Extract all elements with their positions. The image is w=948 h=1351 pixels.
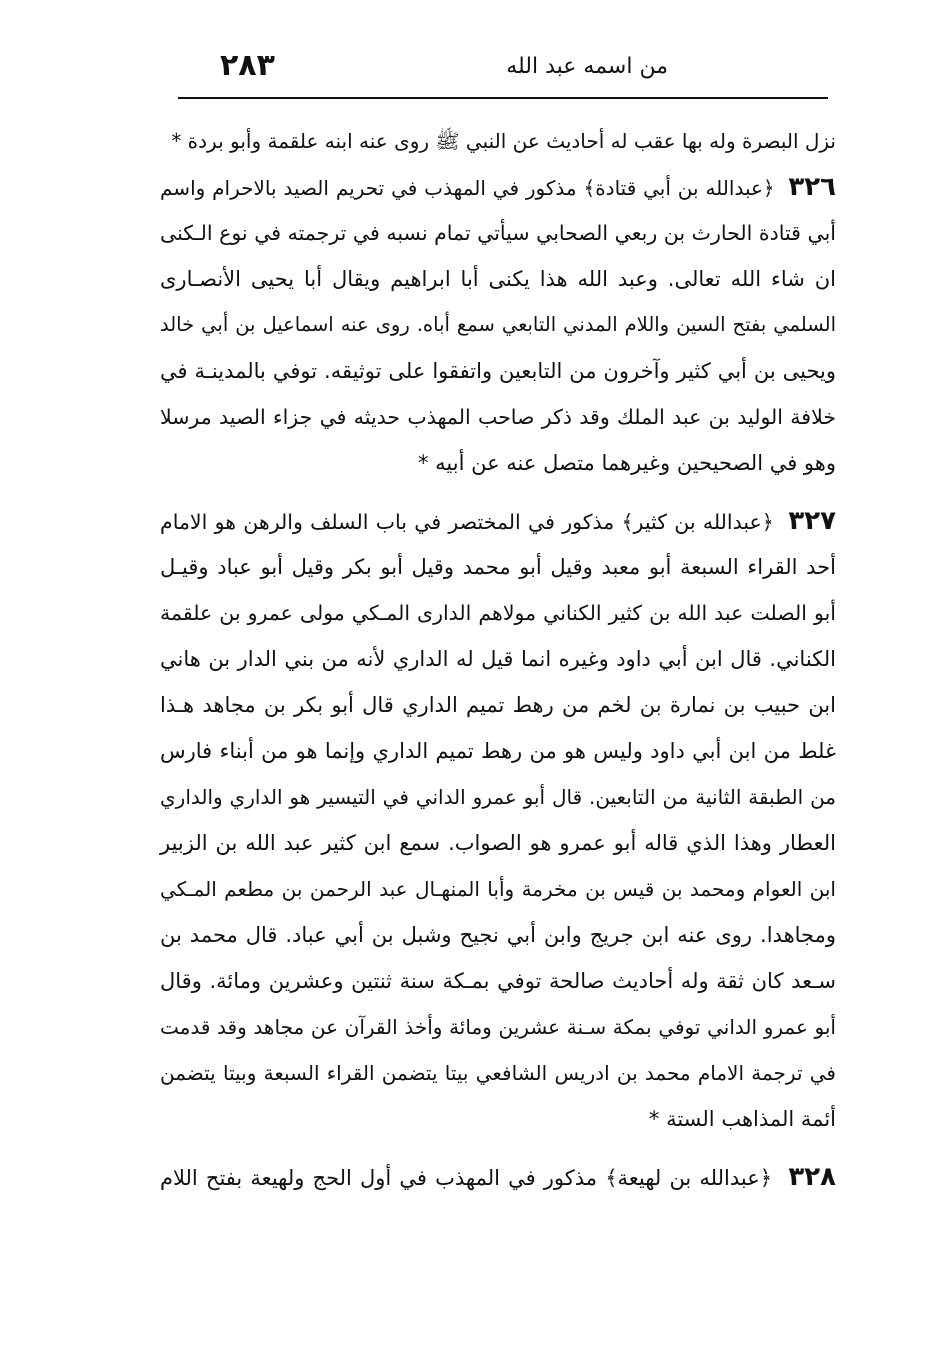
text-line: وهو في الصحيحين وغيرهما متصل عنه عن أبيه * <box>417 451 836 475</box>
text-line: السلمي بفتح السين واللام المدني التابعي سمع أباه. روى عنه اسماعيل بن أبي خالد <box>160 313 836 336</box>
text-line: ان شاء الله تعالى. وعبد الله هذا يكنى أبا ابراهيم ويقال أبا يحيى الأنصـارى <box>160 267 836 291</box>
entry-number: ٣٢٧ <box>788 506 836 536</box>
text-line: غلط من ابن أبي داود وليس هو من رهط تميم الداري وإنما هو من أبناء فارس <box>160 739 836 763</box>
text-line: العطار وهذا الذي قاله أبو عمرو هو الصواب. سمع ابن كثير عبد الله بن الزبير <box>160 831 836 855</box>
text-line: أبو عمرو الداني توفي بمكة سـنة عشرين ومائة وأخذ القرآن عن مجاهد وقد قدمت <box>160 1015 836 1039</box>
text-line: سـعد كان ثقة وله أحاديث صالحة توفي بمـكة سنة ثنتين وعشرين ومائة. وقال <box>160 969 836 993</box>
entry-number: ٣٢٦ <box>788 172 836 202</box>
entry-326-line-1: ٣٢٦ ﴿عبدالله بن أبي قتادة﴾ مذكور في المهذب في تحريم الصيد بالاحرام واسم <box>160 172 836 202</box>
text-line: أبي قتادة الحارث بن ربعي الصحابي سيأتي تمام نسبه في ترجمته في نوع الـكنى <box>160 221 836 245</box>
paragraph-gap <box>160 486 836 498</box>
page-header <box>178 50 828 92</box>
page-number: ٢٨٣ <box>220 48 275 83</box>
paragraph-gap <box>160 1142 836 1154</box>
running-title: من اسمه عبد الله <box>506 54 668 79</box>
text-line: أئمة المذاهب الستة * <box>648 1107 836 1131</box>
text-line: الكناني. قال ابن أبي داود وغيره انما قيل له الداري لأنه من بني الدار بن هاني <box>160 647 836 671</box>
text-line: أبو الصلت عبد الله بن كثير الكناني مولاهم الدارى المـكي مولى عمرو بن علقمة <box>160 601 836 625</box>
text-line: في ترجمة الامام محمد بن ادريس الشافعي بيتا يتضمن القراء السبعة وبيتا يتضمن <box>160 1061 836 1085</box>
entry-number: ٣٢٨ <box>788 1162 836 1192</box>
text-line: ومجاهدا. روى عنه ابن جريج وابن أبي نجيح وشبل بن أبي عباد. قال محمد بن <box>160 923 836 947</box>
text-line: خلافة الوليد بن عبد الملك وقد ذكر صاحب المهذب حديثه في جزاء الصيد مرسلا <box>160 405 836 429</box>
header-rule <box>178 97 828 99</box>
text-line: نزل البصرة وله بها عقب له أحاديث عن النبي ﷺ روى عنه ابنه علقمة وأبو بردة * <box>171 129 836 153</box>
page-body <box>160 118 836 1200</box>
text-line: ابن العوام ومحمد بن قيس بن مخرمة وأبا المنهـال عبد الرحمن بن مطعم المـكي <box>160 877 836 901</box>
entry-327-line-1: ٣٢٧ ﴿عبدالله بن كثير﴾ مذكور في المختصر في باب السلف والرهن هو الامام <box>160 506 836 536</box>
text-line: ويحيى بن أبي كثير وآخرون من التابعين واتفقوا على توثيقه. توفي بالمدينـة في <box>160 359 836 383</box>
text-line: ابن حبيب بن نمارة بن لخم من رهط تميم الداري قال أبو بكر بن مجاهد هـذا <box>160 693 836 717</box>
text-line: من الطبقة الثانية من التابعين. قال أبو عمرو الداني في التيسير هو الداري والداري <box>160 785 836 809</box>
entry-328-line-1: ٣٢٨ ﴿عبدالله بن لهيعة﴾ مذكور في المهذب في أول الحج ولهيعة بفتح اللام <box>160 1162 836 1192</box>
text-line: أحد القراء السبعة أبو معبد وقيل أبو محمد وقيل أبو بكر وقيل أبو عباد وقيـل <box>160 555 836 579</box>
